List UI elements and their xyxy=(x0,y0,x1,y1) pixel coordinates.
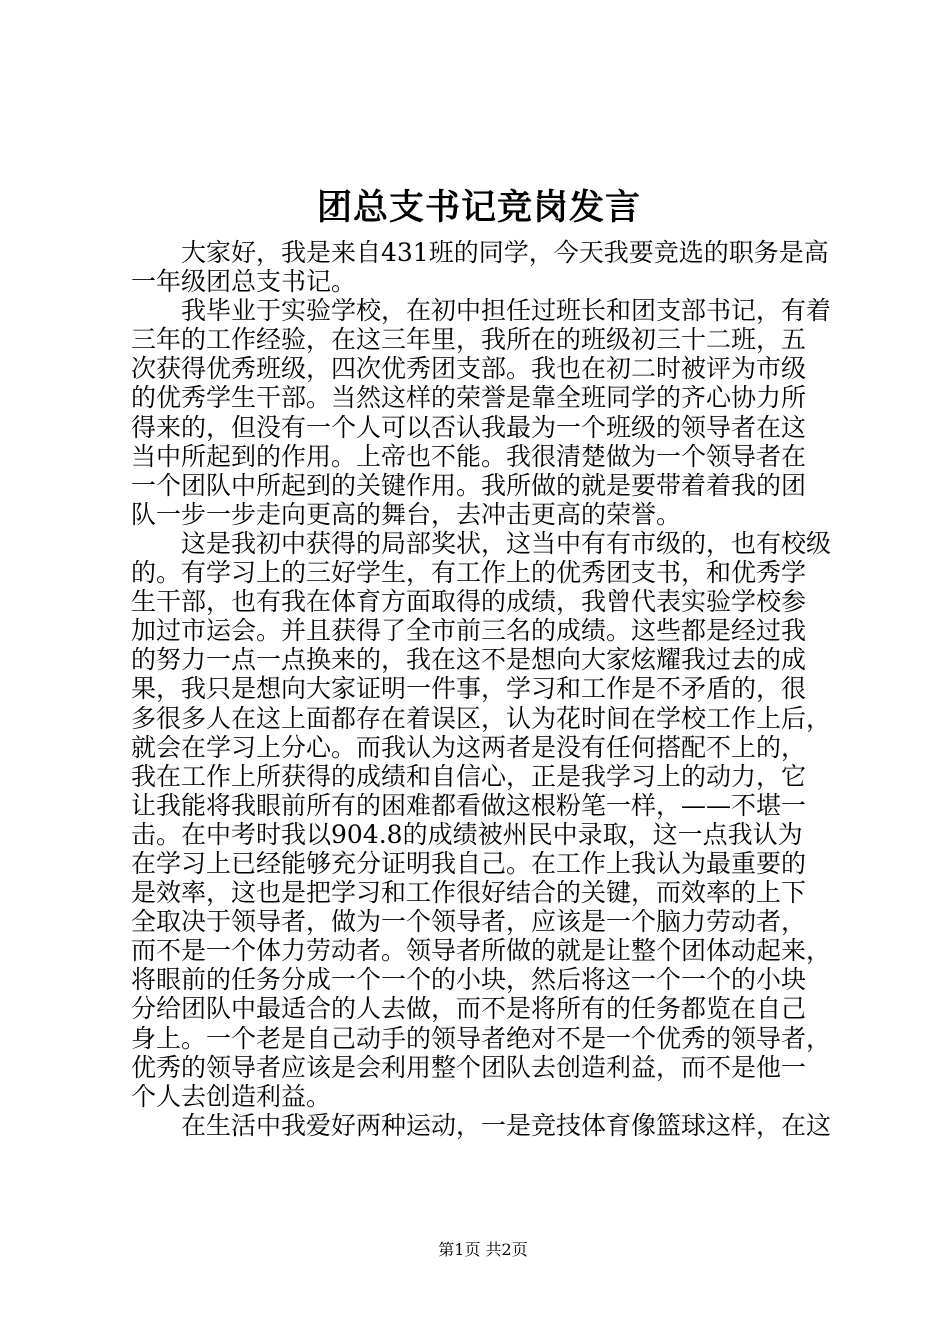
paragraph-1-line-1: 大家好，我是来自431班的同学，今天我要竞选的职务是高 xyxy=(181,238,829,267)
document-title: 团总支书记竞岗发言 xyxy=(316,187,641,228)
paragraph-3-line-14: 全取决于领导者，做为一个领导者，应该是一个脑力劳动者， xyxy=(131,907,807,937)
paragraph-3-line-8: 就会在学习上分心。而我认为这两者是没有任何搭配不上的， xyxy=(131,732,807,762)
paragraph-3-line-5: 的努力一点一点换来的，我在这不是想向大家炫耀我过去的成 xyxy=(131,645,807,675)
paragraph-2-line-4: 的优秀学生干部。当然这样的荣誉是靠全班同学的齐心协力所 xyxy=(131,383,807,413)
paragraph-3-line-1: 这是我初中获得的局部奖状，这当中有有市级的，也有校级 xyxy=(181,528,831,558)
paragraph-3-line-13: 是效率，这也是把学习和工作很好结合的关键，而效率的上下 xyxy=(131,878,807,908)
paragraph-3-line-20: 个人去创造利益。 xyxy=(131,1081,332,1111)
paragraph-3-line-16: 将眼前的任务分成一个一个的小块，然后将这一个一个的小块 xyxy=(131,965,807,995)
paragraph-3-line-7: 多很多人在这上面都存在着误区，认为花时间在学校工作上后， xyxy=(131,703,831,733)
page-number-footer: 第1页 共2页 xyxy=(438,1240,528,1259)
paragraph-3-line-6: 果，我只是想向大家证明一件事，学习和工作是不矛盾的，很 xyxy=(131,674,807,704)
paragraph-2-line-6: 当中所起到的作用。上帝也不能。我很清楚做为一个领导者在 xyxy=(131,441,807,471)
paragraph-2-line-7: 一个团队中所起到的关键作用。我所做的就是要带着着我的团 xyxy=(131,470,807,500)
paragraph-3-line-18: 身上。一个老是自己动手的领导者绝对不是一个优秀的领导者， xyxy=(131,1023,831,1053)
paragraph-3-line-17: 分给团队中最适合的人去做，而不是将所有的任务都览在自己 xyxy=(131,994,807,1024)
paragraph-3-line-9: 我在工作上所获得的成绩和自信心，正是我学习上的动力，它 xyxy=(131,761,807,791)
paragraph-3-line-4: 加过市运会。并且获得了全市前三名的成绩。这些都是经过我 xyxy=(131,616,807,646)
paragraph-2-line-8: 队一步一步走向更高的舞台，去冲击更高的荣誉。 xyxy=(131,499,682,529)
paragraph-2-line-1: 我毕业于实验学校，在初中担任过班长和团支部书记，有着 xyxy=(181,296,831,326)
paragraph-1-line-2: 一年级团总支书记。 xyxy=(131,267,357,297)
paragraph-2-line-2: 三年的工作经验，在这三年里，我所在的班级初三十二班，五 xyxy=(131,325,807,355)
paragraph-3-line-12: 在学习上已经能够充分证明我自己。在工作上我认为最重要的 xyxy=(131,848,807,878)
paragraph-4-line-1: 在生活中我爱好两种运动，一是竞技体育像篮球这样，在这 xyxy=(181,1110,831,1140)
paragraph-2-line-3: 次获得优秀班级，四次优秀团支部。我也在初二时被评为市级 xyxy=(131,354,807,384)
paragraph-3-line-3: 生干部，也有我在体育方面取得的成绩，我曾代表实验学校参 xyxy=(131,587,807,617)
paragraph-2-line-5: 得来的，但没有一个人可以否认我最为一个班级的领导者在这 xyxy=(131,412,807,442)
paragraph-3-line-2: 的。有学习上的三好学生，有工作上的优秀团支书，和优秀学 xyxy=(131,558,807,588)
document-body xyxy=(131,238,831,1140)
paragraph-3-line-19: 优秀的领导者应该是会利用整个团队去创造利益，而不是他一 xyxy=(131,1052,807,1082)
paragraph-3-line-10: 让我能将我眼前所有的困难都看做这根粉笔一样，——不堪一 xyxy=(131,790,807,820)
paragraph-3-line-11: 击。在中考时我以904.8的成绩被州民中录取，这一点我认为 xyxy=(131,819,803,849)
paragraph-3-line-15: 而不是一个体力劳动者。领导者所做的就是让整个团体动起来， xyxy=(131,936,831,966)
